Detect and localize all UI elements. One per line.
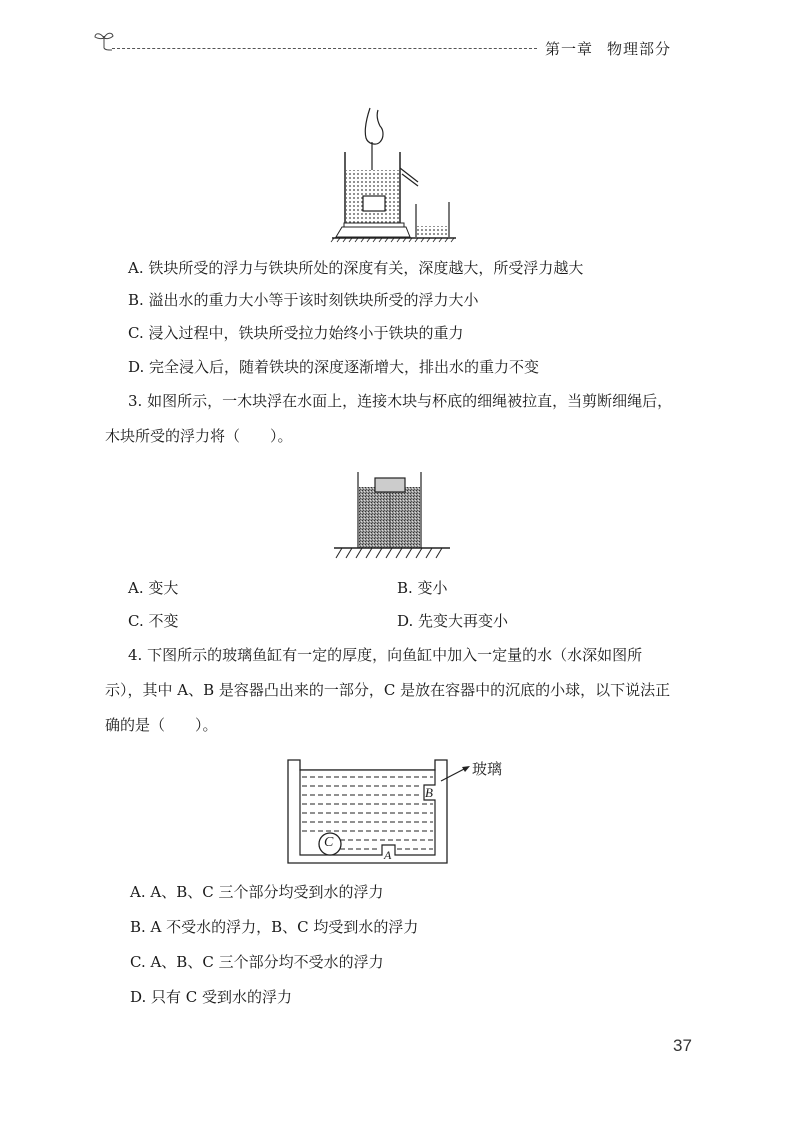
q4-option-b: B. A 不受水的浮力，B、C 均受到水的浮力 xyxy=(130,918,419,936)
label-c: C xyxy=(324,835,334,850)
q3-option-a: A. 变大 xyxy=(128,579,179,597)
q2-option-b: B. 溢出水的重力大小等于该时刻铁块所受的浮力大小 xyxy=(128,291,479,309)
section-label: 物理部分 xyxy=(607,40,672,58)
q4-option-a: A. A、B、C 三个部分均受到水的浮力 xyxy=(130,883,384,901)
q2-option-d: D. 完全浸入后，随着铁块的深度逐渐增大，排出水的重力不变 xyxy=(128,358,540,376)
q2-option-c: C. 浸入过程中，铁块所受拉力始终小于铁块的重力 xyxy=(128,324,464,342)
overflow-cup-figure xyxy=(320,100,480,250)
running-header xyxy=(545,38,671,59)
q4-option-c: C. A、B、C 三个部分均不受水的浮力 xyxy=(130,953,384,971)
q3-option-c: C. 不变 xyxy=(128,612,179,630)
header-rule xyxy=(112,48,537,49)
q3-stem-line2: 木块所受的浮力将（ ）。 xyxy=(105,427,293,445)
q4-stem-line2: 示），其中 A、B 是容器凸出来的一部分，C 是放在容器中的沉底的小球，以下说法正 xyxy=(105,681,671,699)
q4-stem-line1: 4. 下图所示的玻璃鱼缸有一定的厚度，向鱼缸中加入一定量的水（水深如图所 xyxy=(128,646,643,664)
label-a: A xyxy=(384,848,392,862)
chapter-label: 第一章 xyxy=(545,40,594,58)
q3-option-b: B. 变小 xyxy=(397,579,448,597)
q4-stem-line3: 确的是（ ）。 xyxy=(105,716,218,734)
hand-icon xyxy=(365,108,383,144)
fish-tank-figure xyxy=(280,755,520,870)
page-number: 37 xyxy=(673,1036,692,1055)
glass-label: 玻璃 xyxy=(472,760,503,778)
q2-option-a: A. 铁块所受的浮力与铁块所处的深度有关，深度越大，所受浮力越大 xyxy=(128,259,584,277)
iron-block xyxy=(363,196,385,211)
label-b: B xyxy=(425,785,433,800)
q3-option-d: D. 先变大再变小 xyxy=(397,612,509,630)
q4-option-d: D. 只有 C 受到水的浮力 xyxy=(130,988,293,1006)
q3-stem-line1: 3. 如图所示，一木块浮在水面上，连接木块与杯底的细绳被拉直，当剪断细绳后， xyxy=(128,392,673,410)
floating-block-figure xyxy=(320,460,480,560)
wood-block xyxy=(375,478,405,492)
